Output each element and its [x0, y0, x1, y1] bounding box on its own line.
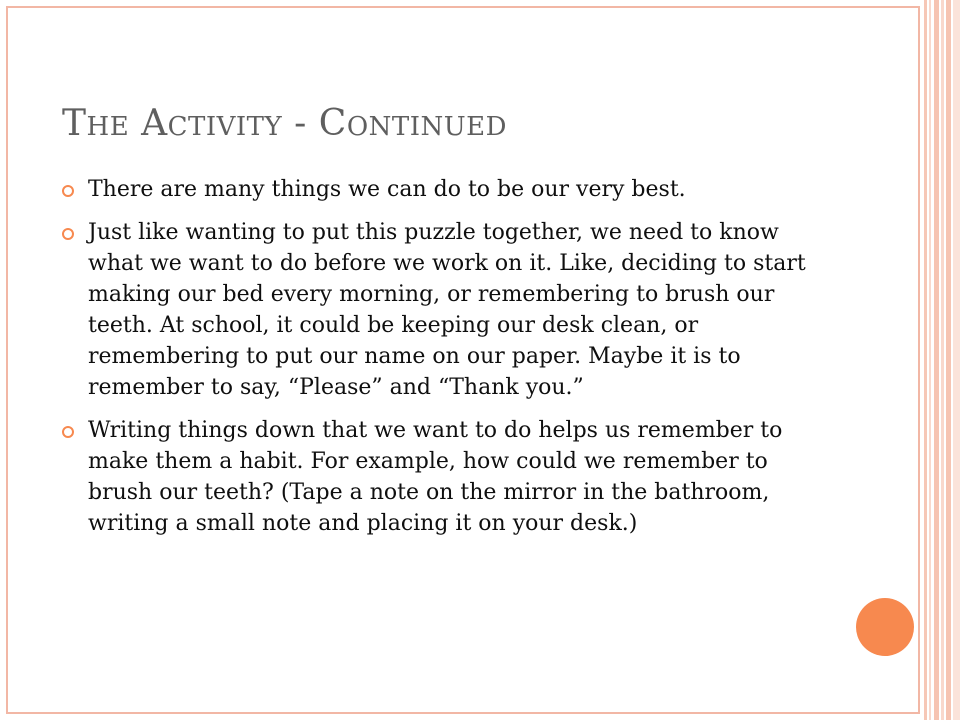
- decorative-stripe: [941, 0, 944, 720]
- bullet-list: [60, 174, 835, 551]
- decorative-stripe: [924, 0, 927, 720]
- decorative-circle: [856, 598, 914, 656]
- bullet-item: [60, 174, 835, 205]
- decorative-stripe: [953, 0, 960, 720]
- decorative-stripe: [934, 0, 939, 720]
- title-word-1: THE: [62, 103, 130, 144]
- decorative-stripe: [946, 0, 951, 720]
- bullet-text: Writing things down that we want to do helps us remember to make them a habit. For example, how could we remember to brush our teeth? (Tape a note on the mirror in the bathroom, writing a small note and placing it on your desk.): [88, 418, 783, 536]
- bullet-text: Just like wanting to put this puzzle together, we need to know what we want to do before we work on it. Like, deciding to start making our bed every morning, or remembering to brush our teeth. At school, it could be keeping our desk clean, or remembering to put our name on our paper. Maybe it is to remember to say, “Please” and “Thank you.”: [88, 220, 806, 400]
- title-word-2: ACTIVITY: [141, 103, 283, 144]
- bullet-item: [60, 217, 835, 403]
- bullet-text: There are many things we can do to be our very best.: [88, 177, 686, 202]
- slide-title: [62, 103, 507, 144]
- bullet-circle-icon: [62, 185, 74, 197]
- title-separator: -: [294, 103, 307, 144]
- decorative-stripe: [929, 0, 931, 720]
- bullet-circle-icon: [62, 228, 74, 240]
- bullet-item: [60, 415, 835, 539]
- title-word-3: CONTINUED: [318, 103, 507, 144]
- bullet-circle-icon: [62, 426, 74, 438]
